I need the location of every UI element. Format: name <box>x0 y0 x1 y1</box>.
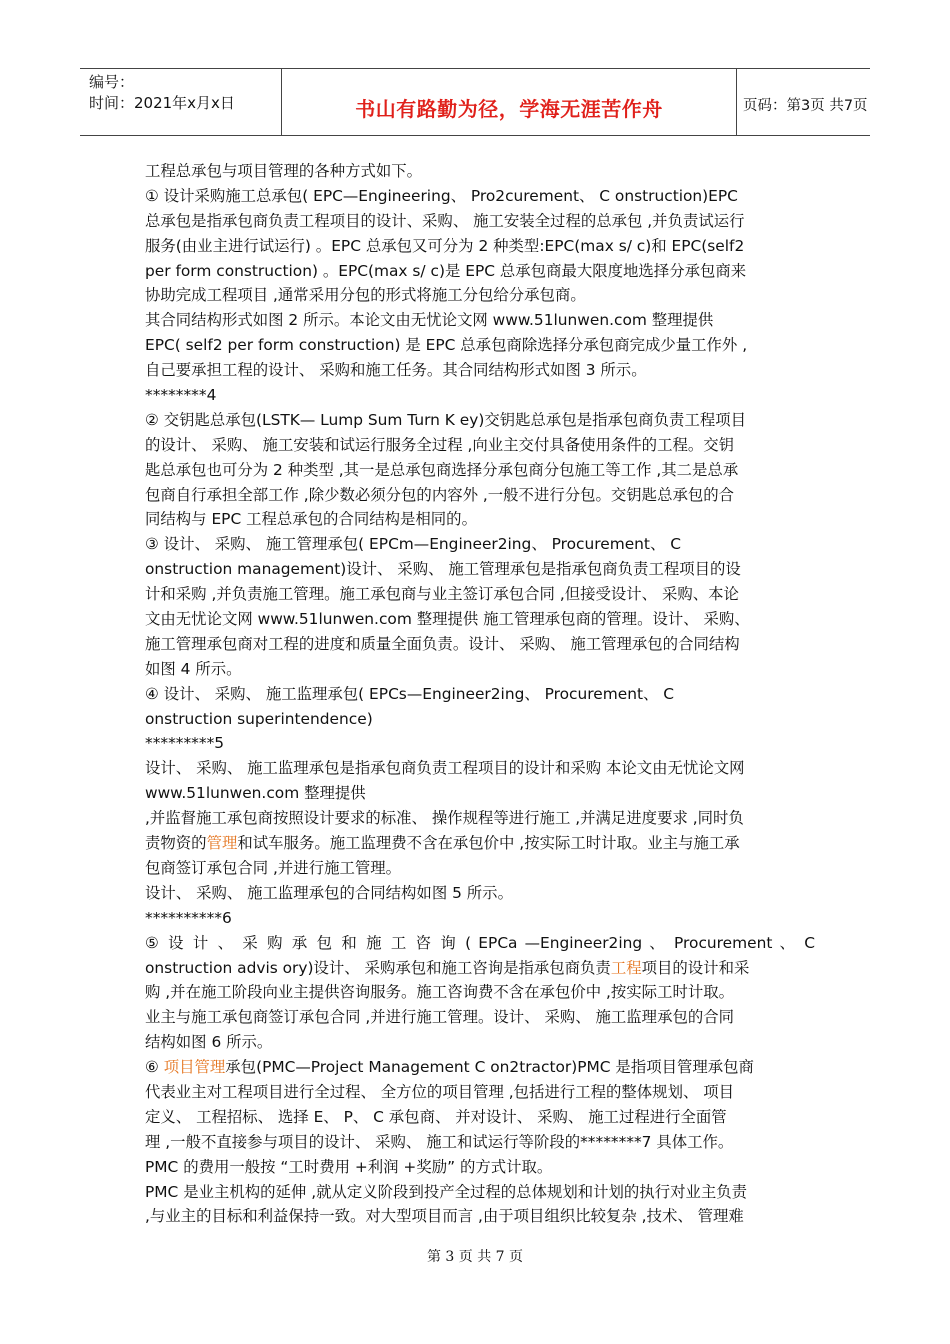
text-line <box>145 1080 815 1105</box>
motto-text: 书山有路勤为径，学海无涯苦作舟 <box>355 97 663 121</box>
text-segment: 项目的设计和采 <box>641 958 750 977</box>
text-line <box>145 234 815 259</box>
text-line <box>145 931 815 956</box>
text-segment: 购 ,并在施工阶段向业主提供咨询服务。施工咨询费不含在承包价中 ,按实际工时计取。 <box>145 983 735 1002</box>
text-segment: ,与业主的目标和利益保持一致。对大型项目而言 ,由于项目组织比较复杂 ,技术、 管理难 <box>145 1207 744 1226</box>
text-segment: 代表业主对工程项目进行全过程、 全方位的项目管理 ,包括进行工程的整体规划、 项目 <box>145 1082 735 1101</box>
text-segment: 自己要承担工程的设计、 采购和施工任务。其合同结构形式如图 3 所示。 <box>145 361 647 380</box>
text-segment: 和试车服务。施工监理费不含在承包价中 ,按实际工时计取。业主与施工承 <box>237 834 740 853</box>
text-segment: PMC 的费用一般按 “工时费用 +利润 +奖励” 的方式计取。 <box>145 1157 553 1176</box>
text-segment: 工程总承包与项目管理的各种方式如下。 <box>145 162 423 180</box>
text-line <box>145 657 815 682</box>
text-segment: 协助完成工程项目 ,通常采用分包的形式将施工分包给分承包商。 <box>145 286 586 305</box>
text-line <box>145 383 815 408</box>
text-line <box>145 259 815 284</box>
text-segment: 的设计、 采购、 施工安装和试运行服务全过程 ,向业主交付具备使用条件的工程。交钥 <box>145 435 735 454</box>
text-line <box>145 1055 815 1080</box>
text-segment: 包商自行承担全部工作 ,除少数必须分包的内容外 ,一般不进行分包。交钥匙总承包的合 <box>145 485 735 504</box>
text-line <box>145 980 815 1005</box>
text-line <box>145 781 815 806</box>
text-segment: 同结构与 EPC 工程总承包的合同结构是相同的。 <box>145 510 477 529</box>
text-line <box>145 1130 815 1155</box>
text-segment: per form construction) 。EPC(max s/ c)是 EPC 总承包商最大限度地选择分承包商来 <box>145 261 747 280</box>
text-segment: 业主与施工承包商签订承包合同 ,并进行施工管理。设计、 采购、 施工监理承包的合同 <box>145 1008 735 1027</box>
text-line <box>145 458 815 483</box>
text-line <box>145 433 815 458</box>
text-line <box>145 582 815 607</box>
text-line <box>145 358 815 383</box>
text-line <box>145 1005 815 1030</box>
page-header <box>80 68 870 136</box>
text-line <box>145 1180 815 1205</box>
text-segment: *********5 <box>145 734 225 753</box>
text-line <box>145 209 815 234</box>
text-segment: EPC( self2 per form construction) 是 EPC 总承包商除选择分承包商完成少量工作外 , <box>145 336 748 355</box>
keyword-link[interactable]: 管理 <box>206 834 238 853</box>
text-segment: ③ 设计、 采购、 施工管理承包( EPCm—Engineer2ing、 Procurement、 C <box>145 535 681 554</box>
text-segment: ,并监督施工承包商按照设计要求的标准、 操作规程等进行施工 ,并满足进度要求 ,同时负 <box>145 809 744 828</box>
header-motto-cell <box>282 69 737 135</box>
text-segment: 设计、 采购、 施工监理承包是指承包商负责工程项目的设计和采购 本论文由无忧论文网 <box>145 759 745 778</box>
text-segment: ********4 <box>145 386 217 405</box>
document-body <box>145 159 815 1229</box>
text-segment: 其合同结构形式如图 2 所示。本论文由无忧论文网 www.51lunwen.com 整理提供 <box>145 311 714 330</box>
text-line <box>145 408 815 433</box>
text-line <box>145 607 815 632</box>
text-segment: 包商签订承包合同 ,并进行施工管理。 <box>145 858 402 877</box>
text-segment: 设计、 采购、 施工监理承包的合同结构如图 5 所示。 <box>145 883 513 902</box>
text-line <box>145 532 815 557</box>
text-line <box>145 632 815 657</box>
text-line <box>145 308 815 333</box>
text-line <box>145 1030 815 1055</box>
text-line <box>145 956 815 981</box>
text-line <box>145 1204 815 1229</box>
text-segment: 服务(由业主进行试运行) 。EPC 总承包又可分为 2 种类型:EPC(max s/ c)和 EPC(self2 <box>145 236 745 255</box>
page-footer: 第 3 页 共 7 页 <box>426 1249 524 1265</box>
text-line <box>145 1105 815 1130</box>
text-line <box>145 881 815 906</box>
text-line <box>145 682 815 707</box>
text-line <box>145 707 815 732</box>
text-segment: onstruction superintendence) <box>145 709 373 728</box>
text-segment: ④ 设计、 采购、 施工监理承包( EPCs—Engineer2ing、 Procurement、 C <box>145 684 675 703</box>
text-line <box>145 507 815 532</box>
text-segment: 承包(PMC—Project Management C on2tractor)PMC 是指项目管理承包商 <box>225 1058 754 1077</box>
text-segment: 施工管理承包商对工程的进度和质量全面负责。设计、 采购、 施工管理承包的合同结构 <box>145 634 740 653</box>
text-segment: PMC 是业主机构的延伸 ,就从定义阶段到投产全过程的总体规划和计划的执行对业主负责 <box>145 1182 748 1201</box>
text-line <box>145 831 815 856</box>
text-segment: **********6 <box>145 908 232 927</box>
text-segment: ① 设计采购施工总承包( EPC—Engineering、 Pro2curement、 C onstruction)EPC <box>145 186 738 205</box>
text-segment: ⑥ <box>145 1058 164 1077</box>
text-line <box>145 333 815 358</box>
text-line <box>145 1155 815 1180</box>
number-label: 编号： <box>89 73 135 91</box>
text-segment: onstruction advis ory)设计、 采购承包和施工咨询是指承包商负责 <box>145 958 611 977</box>
text-segment: onstruction management)设计、 采购、 施工管理承包是指承包商负责工程项目的设 <box>145 560 741 579</box>
text-line <box>145 557 815 582</box>
text-segment: 理 ,一般不直接参与项目的设计、 采购、 施工和试运行等阶段的********7 具体工作。 <box>145 1132 734 1151</box>
text-segment: 如图 4 所示。 <box>145 659 242 678</box>
date-label: 时间：2021年x月x日 <box>89 94 235 112</box>
text-line <box>145 731 815 756</box>
text-line <box>145 906 815 931</box>
text-line <box>145 483 815 508</box>
text-segment: 文由无忧论文网 www.51lunwen.com 整理提供 施工管理承包商的管理。设计、 采购、 <box>145 610 750 629</box>
text-segment: 总承包是指承包商负责工程项目的设计、采购、 施工安装全过程的总承包 ,并负责试运行 <box>145 211 745 230</box>
keyword-link[interactable]: 工程 <box>610 958 642 977</box>
text-line <box>145 283 815 308</box>
keyword-link[interactable]: 项目管理 <box>163 1058 226 1077</box>
text-segment: 结构如图 6 所示。 <box>145 1033 273 1052</box>
text-segment: 定义、 工程招标、 选择 E、 P、 C 承包商、 并对设计、 采购、 施工过程进行全面管 <box>145 1107 727 1126</box>
text-segment: 计和采购 ,并负责施工管理。施工承包商与业主签订承包合同 ,但接受设计、 采购、本论 <box>145 585 739 604</box>
text-segment: 责物资的 <box>145 834 207 853</box>
text-segment: ② 交钥匙总承包(LSTK— Lump Sum Turn K ey)交钥匙总承包是指承包商负责工程项目 <box>145 410 747 429</box>
header-page-cell <box>737 69 870 135</box>
text-line <box>145 159 815 184</box>
text-line <box>145 184 815 209</box>
text-segment: ⑤ 设 计 、 采 购 承 包 和 施 工 咨 询 ( EPCa —Engineer2ing 、 Procurement 、 C <box>145 933 815 952</box>
text-segment: www.51lunwen.com 整理提供 <box>145 784 366 803</box>
text-line <box>145 756 815 781</box>
text-segment: 匙总承包也可分为 2 种类型 ,其一是总承包商选择分承包商分包施工等工作 ,其二是总承 <box>145 460 739 479</box>
text-line <box>145 806 815 831</box>
page-info: 页码：第3页 共7页 <box>743 98 868 114</box>
text-line <box>145 856 815 881</box>
header-meta-cell <box>80 69 282 135</box>
